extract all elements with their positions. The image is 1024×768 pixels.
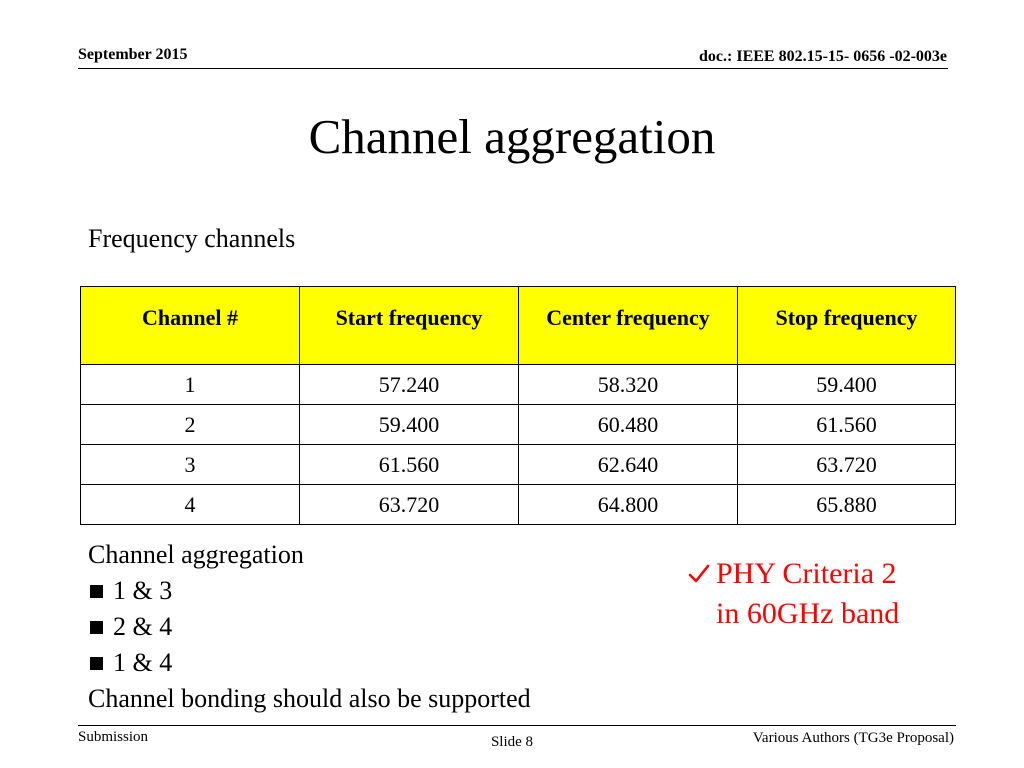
table-cell: 3	[81, 445, 300, 485]
table-caption: Frequency channels	[88, 224, 296, 253]
column-header: Stop frequency	[738, 287, 956, 365]
column-header: Center frequency	[519, 287, 738, 365]
table-cell: 4	[81, 485, 300, 525]
table-cell: 59.400	[300, 405, 519, 445]
list-item	[88, 609, 531, 645]
column-header: Start frequency	[300, 287, 519, 365]
header-date: September 2015	[78, 46, 188, 63]
header-doc-id: doc.: IEEE 802.15-15- 0656 -02-003e	[699, 48, 947, 65]
slide-number: Slide 8	[490, 734, 534, 750]
list-item-label: 2 & 4	[113, 612, 173, 641]
table-row	[81, 365, 956, 405]
table-cell: 1	[81, 365, 300, 405]
phy-criteria-callout	[688, 554, 899, 634]
aggregation-note: Channel bonding should also be supported	[88, 684, 531, 713]
table-row	[81, 445, 956, 485]
table-cell: 61.560	[738, 405, 956, 445]
table-row	[81, 405, 956, 445]
frequency-channels-table	[80, 286, 956, 525]
aggregation-list	[88, 537, 531, 717]
slide-title: Channel aggregation	[308, 109, 716, 164]
table-cell: 2	[81, 405, 300, 445]
list-item-label: 1 & 4	[113, 648, 173, 677]
table-cell: 61.560	[300, 445, 519, 485]
column-header: Channel #	[81, 287, 300, 365]
checkmark-icon	[688, 554, 712, 594]
table-cell: 63.720	[300, 485, 519, 525]
table-cell: 65.880	[738, 485, 956, 525]
table-cell: 63.720	[738, 445, 956, 485]
list-item	[88, 645, 531, 681]
aggregation-heading: Channel aggregation	[88, 540, 304, 569]
list-item	[88, 573, 531, 609]
table-cell: 59.400	[738, 365, 956, 405]
header-divider	[78, 68, 948, 69]
table-cell: 57.240	[300, 365, 519, 405]
table-cell: 62.640	[519, 445, 738, 485]
table-cell: 64.800	[519, 485, 738, 525]
table-cell: 60.480	[519, 405, 738, 445]
criteria-line-2: in 60GHz band	[716, 597, 900, 630]
criteria-line-1: PHY Criteria 2	[716, 557, 897, 590]
footer-divider	[78, 725, 956, 726]
square-bullet-icon	[90, 621, 103, 634]
list-item-label: 1 & 3	[113, 576, 173, 605]
table-cell: 58.320	[519, 365, 738, 405]
square-bullet-icon	[90, 657, 103, 670]
footer-authors: Various Authors (TG3e Proposal)	[752, 730, 954, 746]
footer-submission: Submission	[78, 729, 149, 745]
table-header-row	[81, 287, 956, 365]
square-bullet-icon	[90, 585, 103, 598]
table-row	[81, 485, 956, 525]
